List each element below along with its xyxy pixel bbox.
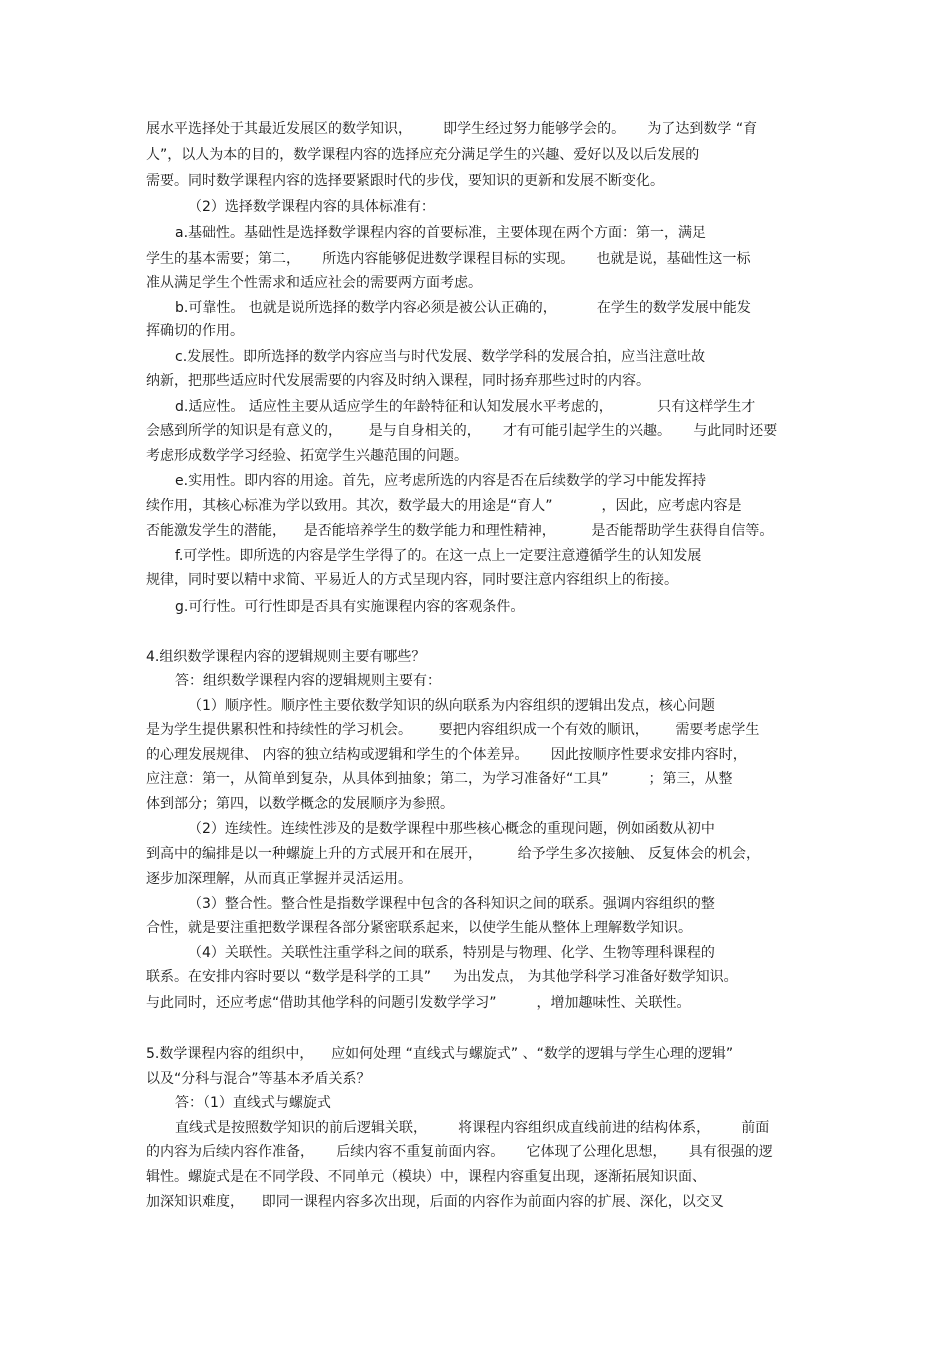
text-line: 加深知识难度， 即同一课程内容多次出现，后面的内容作为前面内容的扩展、深化，以交叉 — [146, 1194, 724, 1210]
text-line: 合性，就是要注重把数学课程各部分紧密联系起来，以使学生能从整体上理解数学知识。 — [146, 920, 692, 936]
text-line: 体到部分；第四，以数学概念的发展顺序为参照。 — [146, 796, 454, 812]
text-line: g.可行性。可行性即是否具有实施课程内容的客观条件。 — [175, 599, 525, 615]
text-line: 的心理发展规律、 内容的独立结构或逻辑和学生的个体差异。 因此按顺序性要求安排内容时， — [146, 747, 747, 763]
text-line: 到高中的编排是以一种螺旋上升的方式展开和在展开， 给予学生多次接触、 反复体会的机会， — [146, 846, 761, 862]
text-line: 辑性。螺旋式是在不同学段、不同单元（模块）中，课程内容重复出现，逐渐拓展知识面、 — [146, 1169, 706, 1185]
text-line: 的内容为后续内容作准备， 后续内容不重复前面内容。 它体现了公理化思想， 具有很强的逻 — [146, 1144, 773, 1160]
text-line: 是为学生提供累积性和持续性的学习机会。 要把内容组织成一个有效的顺讯， 需要考虑学生 — [146, 722, 760, 738]
text-line: 纳新，把那些适应时代发展需要的内容及时纳入课程，同时扬弃那些过时的内容。 — [146, 373, 650, 389]
question-heading: 4.组织数学课程内容的逻辑规则主要有哪些？ — [146, 649, 426, 665]
text-line: 与此同时，还应考虑“借助其他学科的问题引发数学学习” ，增加趣味性、关联性。 — [146, 995, 691, 1011]
text-line: 联系。在安排内容时要以 “数学是科学的工具” 为出发点， 为其他学科学习准备好数学知识。 — [146, 969, 738, 985]
text-line: 答：组织数学课程内容的逻辑规则主要有： — [175, 673, 441, 689]
text-line: 续作用，其核心标准为学以致用。其次，数学最大的用途是“育人” ，因此，应考虑内容是 — [146, 498, 742, 514]
text-line: 会感到所学的知识是有意义的， 是与自身相关的， 才有可能引起学生的兴趣。 与此同时还要 — [146, 423, 778, 439]
text-line: 学生的基本需要；第二， 所选内容能够促进数学课程目标的实现。 也就是说，基础性这一标 — [146, 251, 751, 267]
text-line: 人”，以人为本的目的，数学课程内容的选择应充分满足学生的兴趣、爱好以及以后发展的 — [146, 147, 700, 163]
text-line: 答：（1）直线式与螺旋式 — [175, 1095, 331, 1111]
text-line: b.可靠性。 也就是说所选择的数学内容必须是被公认正确的， 在学生的数学发展中能发 — [175, 300, 751, 316]
text-line: 准从满足学生个性需求和适应社会的需要两方面考虑。 — [146, 275, 482, 291]
text-line: （4）关联性。关联性注重学科之间的联系，特别是与物理、化学、生物等理科课程的 — [188, 945, 715, 961]
text-line: 展水平选择处于其最近发展区的数学知识， 即学生经过努力能够学会的。 为了达到数学 “育 — [146, 121, 758, 137]
text-line: 挥确切的作用。 — [146, 323, 244, 339]
text-line: （1）顺序性。顺序性主要依数学知识的纵向联系为内容组织的逻辑出发点，核心问题 — [188, 698, 715, 714]
text-line: f.可学性。即所选的内容是学生学得了的。在这一点上一定要注意遵循学生的认知发展 — [175, 548, 702, 564]
text-line: c.发展性。即所选择的数学内容应当与时代发展、数学学科的发展合拍，应当注意吐故 — [175, 349, 706, 365]
text-line: （2）连续性。连续性涉及的是数学课程中那些核心概念的重现问题，例如函数从初中 — [188, 821, 715, 837]
text-line: （2）选择数学课程内容的具体标准有： — [188, 199, 435, 215]
text-line: 直线式是按照数学知识的前后逻辑关联， 将课程内容组织成直线前进的结构体系， 前面 — [175, 1120, 770, 1136]
text-line: 考虑形成数学学习经验、拓宽学生兴趣范围的问题。 — [146, 448, 468, 464]
text-line: 需要。同时数学课程内容的选择要紧跟时代的步伐，要知识的更新和发展不断变化。 — [146, 173, 664, 189]
text-line: 否能激发学生的潜能， 是否能培养学生的数学能力和理性精神， 是否能帮助学生获得自信等。 — [146, 523, 774, 539]
question-heading: 以及“分科与混合”等基本矛盾关系？ — [146, 1071, 371, 1087]
text-line: 逐步加深理解，从而真正掌握并灵活运用。 — [146, 871, 412, 887]
text-line: d.适应性。 适应性主要从适应学生的年龄特征和认知发展水平考虑的， 只有这样学生才 — [175, 399, 756, 415]
question-heading: 5.数学课程内容的组织中， 应如何处理 “直线式与螺旋式” 、“数学的逻辑与学生心理的逻辑” — [146, 1046, 734, 1062]
text-line: 规律，同时要以精中求简、平易近人的方式呈现内容，同时要注意内容组织上的衔接。 — [146, 572, 678, 588]
text-line: 应注意：第一，从简单到复杂，从具体到抽象；第二，为学习准备好“工具” ；第三，从整 — [146, 771, 733, 787]
text-line: e.实用性。即内容的用途。首先，应考虑所选的内容是否在后续数学的学习中能发挥持 — [175, 473, 707, 489]
text-line: （3）整合性。整合性是指数学课程中包含的各科知识之间的联系。强调内容组织的整 — [188, 896, 715, 912]
text-line: a.基础性。基础性是选择数学课程内容的首要标准，主要体现在两个方面：第一，满足 — [175, 225, 707, 241]
